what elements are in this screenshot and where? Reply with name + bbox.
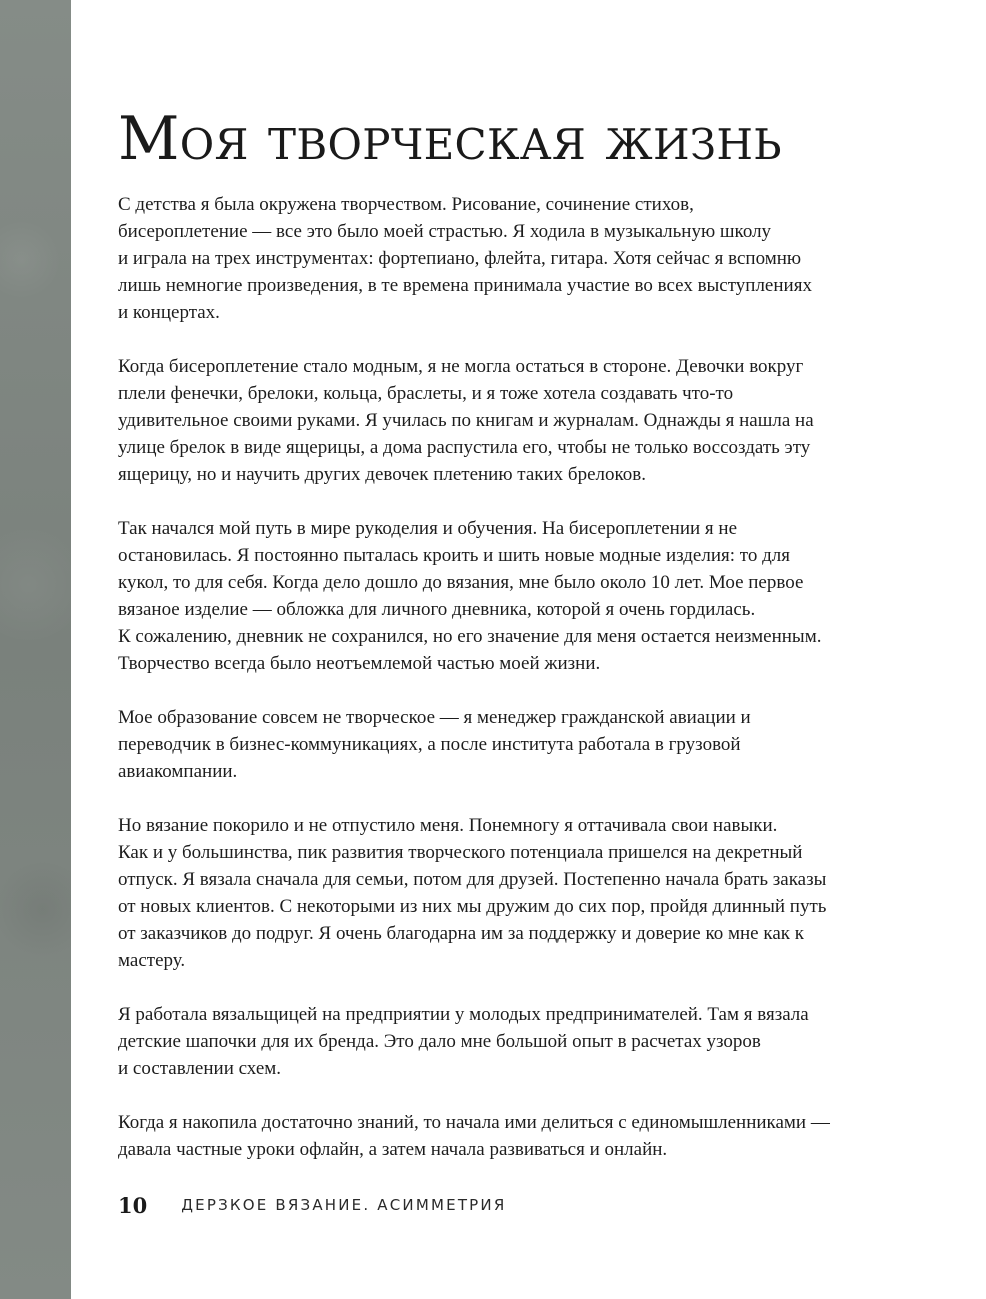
text-line: улице брелок в виде ящерицы, а дома распустила его, чтобы не только воссоздать эту	[118, 437, 811, 458]
book-page	[118, 0, 908, 1299]
text-line: К сожалению, дневник не сохранился, но его значение для меня остается неизменным.	[118, 626, 822, 647]
text-line: Мое образование совсем не творческое — я менеджер гражданской авиации и	[118, 707, 751, 728]
paragraph	[118, 812, 908, 974]
text-line: от новых клиентов. С некоторыми из них мы дружим до сих пор, пройдя длинный путь	[118, 896, 827, 917]
text-line: и составлении схем.	[118, 1058, 282, 1079]
text-line: Творчество всегда было неотъемлемой частью моей жизни.	[118, 653, 601, 674]
text-line: лишь немногие произведения, в те времена принимала участие во всех выступлениях	[118, 275, 812, 296]
text-line: удивительное своими руками. Я училась по книгам и журналам. Однажды я нашла на	[118, 410, 814, 431]
paragraph	[118, 704, 908, 785]
chapter-title: Моя творческая жизнь	[118, 104, 782, 174]
text-line: давала частные уроки офлайн, а затем начала развиваться и онлайн.	[118, 1139, 668, 1160]
text-line: кукол, то для себя. Когда дело дошло до вязания, мне было около 10 лет. Мое первое	[118, 572, 804, 593]
paragraph	[118, 353, 908, 488]
text-line: вязаное изделие — обложка для личного дневника, которой я очень гордилась.	[118, 599, 756, 620]
paragraph	[118, 1109, 908, 1163]
paragraph	[118, 191, 908, 326]
text-line: Когда я накопила достаточно знаний, то начала ими делиться с единомышленниками —	[118, 1112, 830, 1133]
text-line: от заказчиков до подруг. Я очень благодарна им за поддержку и доверие ко мне как к	[118, 923, 804, 944]
text-line: ящерицу, но и научить других девочек плетению таких брелоков.	[118, 464, 646, 485]
text-line: переводчик в бизнес-коммуникациях, а после института работала в грузовой	[118, 734, 741, 755]
body-text	[118, 191, 908, 1190]
text-line: Так начался мой путь в мире рукоделия и обучения. На бисероплетении я не	[118, 518, 738, 539]
paragraph	[118, 515, 908, 677]
text-line: и концертах.	[118, 302, 220, 323]
text-line: мастеру.	[118, 950, 186, 971]
text-line: бисероплетение — все это было моей страстью. Я ходила в музыкальную школу	[118, 221, 772, 242]
side-band	[0, 0, 71, 1299]
text-line: Как и у большинства, пик развития творческого потенциала пришелся на декретный	[118, 842, 803, 863]
text-line: и играла на трех инструментах: фортепиано, флейта, гитара. Хотя сейчас я вспомню	[118, 248, 802, 269]
text-line: отпуск. Я вязала сначала для семьи, потом для друзей. Постепенно начала брать заказы	[118, 869, 827, 890]
text-line: детские шапочки для их бренда. Это дало мне большой опыт в расчетах узоров	[118, 1031, 761, 1052]
text-line: остановилась. Я постоянно пыталась кроить и шить новые модные изделия: то для	[118, 545, 790, 566]
text-line: Но вязание покорило и не отпустило меня. Понемногу я оттачивала свои навыки.	[118, 815, 778, 836]
text-line: авиакомпании.	[118, 761, 238, 782]
text-line: плели фенечки, брелоки, кольца, браслеты, и я тоже хотела создавать что-то	[118, 383, 734, 404]
page-footer	[118, 1188, 506, 1222]
text-line: Когда бисероплетение стало модным, я не могла остаться в стороне. Девочки вокруг	[118, 356, 804, 377]
running-title: ДЕРЗКОЕ ВЯЗАНИЕ. АСИММЕТРИЯ	[181, 1196, 507, 1214]
text-line: С детства я была окружена творчеством. Рисование, сочинение стихов,	[118, 194, 694, 215]
paragraph	[118, 1001, 908, 1082]
text-line: Я работала вязальщицей на предприятии у молодых предпринимателей. Там я вязала	[118, 1004, 809, 1025]
page-number: 10	[118, 1192, 148, 1218]
